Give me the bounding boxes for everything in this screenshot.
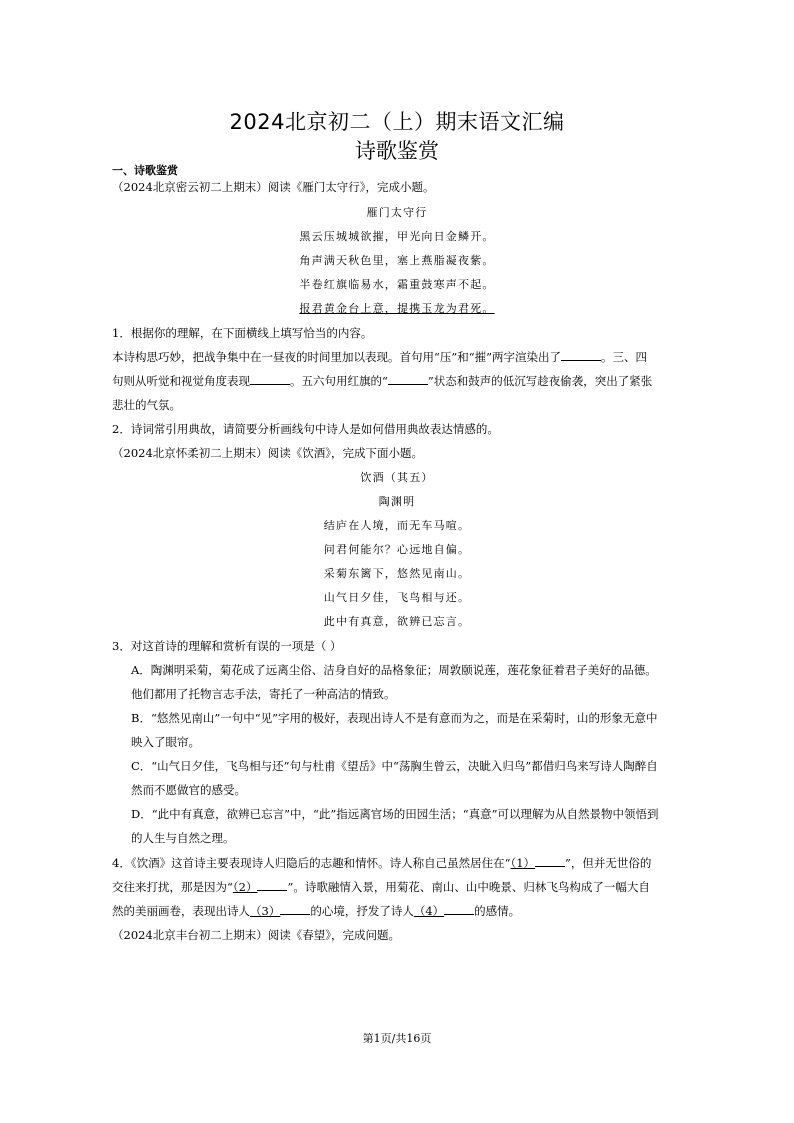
document-subtitle: 诗歌鉴赏 — [355, 139, 439, 163]
option-d[interactable]: D．“此中有真意，欲辨已忘言”中，“此”指远离官场的田园生活；“真意”可以理解为从自然景物中领悟到 — [131, 807, 659, 821]
answer-blank-1[interactable]: （1） — [510, 856, 536, 870]
q4-text: 然的美丽画卷，表现出诗人 — [112, 904, 250, 918]
answer-blank-4-line[interactable] — [444, 904, 474, 915]
option-c-cont: 然而不愿做官的感受。 — [131, 783, 246, 797]
poem2-title: 饮酒（其五） — [360, 471, 434, 484]
question-4-line — [112, 903, 520, 919]
document-title: 2024北京初二（上）期末语文汇编 — [229, 110, 565, 134]
q1-text: ”状态和鼓声的低沉写趁夜偷袭，突出了紧张 — [427, 374, 653, 388]
q1-text: 。五六句用红旗的“ — [290, 374, 388, 388]
option-a[interactable]: A．陶渊明采菊，菊花成了远离尘俗、洁身自好的品格象征；周敦颐说莲，莲花象征着君子美好的品德。 — [131, 663, 657, 677]
q4-text: 4．《饮酒》这首诗主要表现诗人归隐后的志趣和情怀。诗人称自己虽然居住在“ — [112, 856, 511, 870]
poem1-title: 雁门太守行 — [366, 206, 428, 219]
answer-blank-4[interactable]: （4） — [413, 904, 445, 918]
answer-blank[interactable] — [250, 374, 290, 385]
poem2-line: 此中有真意，欲辨已忘言。 — [323, 615, 471, 628]
answer-blank-2-line[interactable] — [257, 880, 287, 891]
question-1-text-line — [112, 373, 652, 389]
option-a-cont: 他们都用了托物言志手法，寄托了一种高洁的情致。 — [131, 687, 396, 701]
poem1-line: 半卷红旗临易水，霜重鼓寒声不起。 — [299, 278, 495, 291]
answer-blank-1-line[interactable] — [535, 856, 565, 867]
question-1-label: 1．根据你的理解，在下面横线上填写恰当的内容。 — [112, 326, 373, 340]
answer-blank-2[interactable]: （2） — [232, 880, 258, 894]
poem2-line: 问君何能尔？心远地自偏。 — [323, 543, 471, 556]
question-4-line — [112, 879, 650, 895]
page-number: 第1页/共16页 — [362, 1032, 432, 1045]
source-line-2: （2024北京怀柔初二上期末）阅读《饮酒》，完成下面小题。 — [112, 446, 424, 460]
question-2: 2．诗词常引用典故，请简要分析画线句中诗人是如何借用典故表达情感的。 — [112, 422, 499, 436]
answer-blank[interactable] — [388, 374, 428, 385]
answer-blank-3-line[interactable] — [280, 904, 310, 915]
poem2-line: 结庐在人境，而无车马喧。 — [323, 519, 471, 532]
option-b[interactable]: B．“悠然见南山”一句中“见”字用的极好，表现出诗人不是有意而为之，而是在采菊时，山的形象无意中 — [131, 711, 658, 725]
poem1-line: 黑云压城城欲摧，甲光向日金鳞开。 — [299, 230, 495, 243]
option-d-cont: 的人生与自然之理。 — [131, 831, 235, 845]
q1-text: 。三、四 — [601, 350, 648, 364]
question-3-label: 3．对这首诗的理解和赏析有误的一项是（ ） — [112, 639, 342, 653]
q4-text: ”，但并无世俗的 — [565, 856, 652, 870]
poem2-line: 采菊东篱下，悠然见南山。 — [323, 567, 471, 580]
question-4-line — [112, 855, 651, 871]
question-1-text-line — [112, 349, 647, 365]
q4-text: ”。诗歌融情入景，用菊花、南山、山中晚景、归林飞鸟构成了一幅大自 — [287, 880, 650, 894]
answer-blank-3[interactable]: （3） — [250, 904, 281, 918]
question-1-text-line: 悲壮的气氛。 — [112, 398, 181, 412]
section-heading: 一、诗歌鉴赏 — [112, 164, 178, 177]
option-c[interactable]: C．“山气日夕佳，飞鸟相与还”句与杜甫《望岳》中“荡胸生曾云，决眦入归鸟”都借归鸟来写诗人陶醉自 — [131, 759, 658, 773]
source-line-1: （2024北京密云初二上期末）阅读《雁门太守行》，完成小题。 — [112, 180, 435, 194]
poem2-author: 陶渊明 — [378, 495, 416, 508]
answer-blank[interactable] — [561, 350, 601, 361]
option-b-cont: 映入了眼帘。 — [131, 735, 200, 749]
q4-text: 的感情。 — [474, 904, 521, 918]
source-line-3: （2024北京丰台初二上期末）阅读《春望》，完成问题。 — [112, 928, 401, 942]
poem1-line-wrapper — [0, 300, 794, 316]
poem1-underlined-line: 报君黄金台上意，提携玉龙为君死。 — [299, 302, 495, 315]
poem2-line: 山气日夕佳，飞鸟相与还。 — [323, 591, 471, 604]
q4-text: 的心境，抒发了诗人 — [310, 904, 414, 918]
q1-text: 句则从听觉和视觉角度表现 — [112, 374, 250, 388]
poem1-line: 角声满天秋色里，塞上燕脂凝夜紫。 — [299, 254, 495, 267]
q4-text: 交往来打扰，那是因为“ — [112, 880, 233, 894]
q1-text: 本诗构思巧妙，把战争集中在一昼夜的时间里加以表现。首句用“压”和“摧”两字渲染出了 — [112, 350, 562, 364]
